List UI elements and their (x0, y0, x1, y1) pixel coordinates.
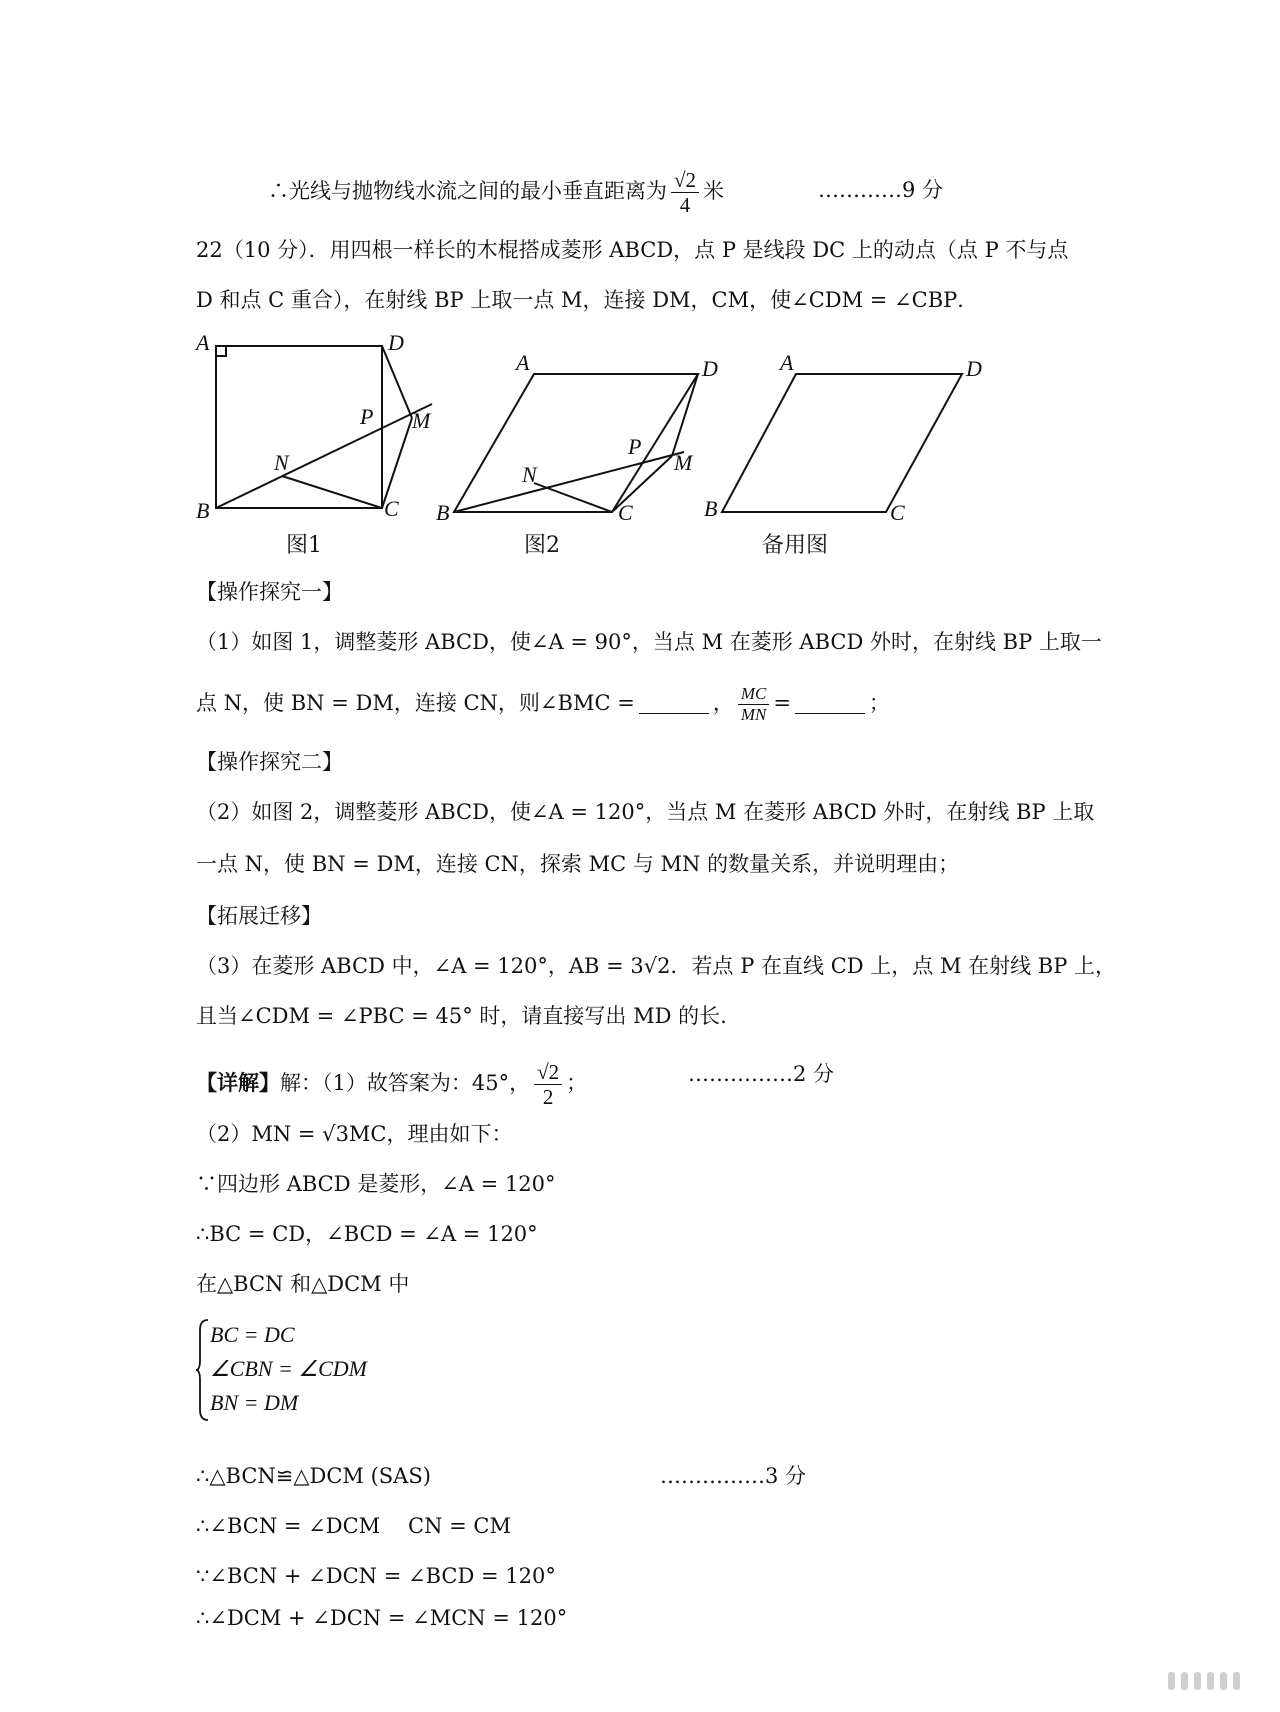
system-eq-2: ∠CBN = ∠CDM (210, 1356, 367, 1381)
equals: = (773, 691, 791, 715)
ray-bp-fig2 (454, 452, 684, 512)
solution-title: 【详解】 (196, 1070, 280, 1095)
solution-line-4: ∴BC = CD，∠BCD = ∠A = 120° (196, 1222, 538, 1246)
section2-title: 【操作探究二】 (196, 750, 343, 774)
indicator-bar (1168, 1672, 1175, 1690)
label-b-fig1: B (196, 498, 210, 523)
semicolon: ； (868, 691, 890, 715)
indicator-bar (1207, 1672, 1214, 1690)
label-b-fig2: B (436, 500, 450, 525)
solution-answer-text: 解：（1）故答案为：45°， (280, 1071, 531, 1095)
rhombus-abcd-fig2 (454, 374, 698, 512)
section2-line-1: （2）如图 2，调整菱形 ABCD，使∠A = 120°，当点 M 在菱形 ABCD 外时，在射线 BP 上取 (196, 800, 1095, 824)
fraction-mc-over-mn (738, 684, 770, 725)
question-line-1: 22（10 分）．用四根一样长的木棍搭成菱形 ABCD，点 P 是线段 DC 上的动点（点 P 不与点 (196, 238, 1069, 262)
fraction-denominator: 2 (542, 1085, 554, 1109)
segment-dm (382, 346, 412, 418)
label-n-fig2: N (522, 462, 537, 487)
score-2: ……………2 分 (688, 1062, 835, 1086)
figure-2 (454, 374, 698, 512)
label-c-fig2: C (618, 500, 633, 525)
fraction-numerator: MC (738, 684, 770, 705)
indicator-bar (1233, 1672, 1240, 1690)
label-c-fig1: C (384, 496, 399, 521)
figure-1 (216, 346, 432, 508)
question-line-2: D 和点 C 重合），在射线 BP 上取一点 M，连接 DM，CM，使∠CDM = ∠CBP． (196, 288, 979, 312)
label-d-fig3: D (966, 356, 982, 381)
label-d-fig2: D (702, 356, 718, 381)
unit-text: 米 (703, 179, 725, 203)
fraction-denominator: MN (740, 705, 767, 724)
separator: ， (712, 691, 734, 715)
page-indicator (1168, 1672, 1240, 1690)
answer-blank-angle (639, 713, 709, 714)
section1-title: 【操作探究一】 (196, 580, 343, 604)
section3-line-1: （3）在菱形 ABCD 中，∠A = 120°，AB = 3√2．若点 P 在直线 CD 上，点 M 在射线 BP 上， (196, 954, 1117, 978)
segment-cm (382, 418, 412, 508)
segment-cn-fig2 (534, 483, 612, 512)
section1-line-1: （1）如图 1，调整菱形 ABCD，使∠A = 90°，当点 M 在菱形 ABCD 外时，在射线 BP 上取一 (196, 630, 1102, 654)
conclusion-line (268, 168, 724, 217)
section1-line-2 (196, 684, 890, 725)
fraction-sqrt2-over-4 (671, 168, 699, 217)
fraction-denominator: 4 (679, 193, 691, 217)
score-3: ……………3 分 (660, 1464, 807, 1488)
square-abcd (216, 346, 382, 508)
solution-line-7a: ∴∠BCN = ∠DCM (196, 1514, 381, 1538)
label-p-fig1: P (360, 404, 374, 429)
caption-fig2: 图2 (524, 533, 560, 558)
solution-line-2: （2）MN = √3MC，理由如下： (196, 1122, 513, 1146)
label-p-fig2: P (628, 434, 642, 459)
segment-dm-fig2 (672, 374, 698, 456)
indicator-bar (1220, 1672, 1227, 1690)
section2-line-2: 一点 N，使 BN = DM，连接 CN，探索 MC 与 MN 的数量关系，并说明理由； (196, 852, 960, 876)
label-m-fig2: M (674, 450, 693, 475)
section1-line-2-text: 点 N，使 BN = DM，连接 CN，则∠BMC = (196, 691, 635, 715)
label-d-fig1: D (388, 330, 404, 355)
label-b-fig3: B (704, 496, 718, 521)
indicator-bar (1181, 1672, 1188, 1690)
rhombus-abcd-spare (722, 374, 962, 512)
system-eq-1: BC = DC (210, 1322, 295, 1347)
solution-line-7b: CN = CM (408, 1514, 511, 1538)
label-a-fig2: A (516, 350, 530, 375)
solution-line-9: ∴∠DCM + ∠DCN = ∠MCN = 120° (196, 1606, 568, 1630)
system-eq-3: BN = DM (210, 1390, 299, 1415)
solution-line-3: ∵四边形 ABCD 是菱形，∠A = 120° (196, 1172, 556, 1196)
section3-line-2: 且当∠CDM = ∠PBC = 45° 时，请直接写出 MD 的长. (196, 1004, 727, 1028)
caption-fig1: 图1 (286, 533, 322, 558)
solution-line-8: ∵∠BCN + ∠DCN = ∠BCD = 120° (196, 1564, 556, 1588)
geometry-figures (0, 320, 1280, 560)
label-n-fig1: N (274, 450, 289, 475)
caption-spare: 备用图 (762, 533, 829, 558)
fraction-numerator: √2 (671, 168, 699, 193)
score-9: …………9 分 (818, 178, 944, 202)
solution-line-1 (196, 1060, 587, 1109)
fraction-numerator: √2 (534, 1060, 562, 1085)
semicolon: ； (566, 1071, 588, 1095)
label-m-fig1: M (412, 408, 431, 433)
solution-line-6: ∴△BCN≌△DCM (SAS) (196, 1464, 431, 1488)
fraction-sqrt2-over-2 (534, 1060, 562, 1109)
section3-title: 【拓展迁移】 (196, 904, 322, 928)
solution-line-5: 在△BCN 和△DCM 中 (196, 1272, 410, 1296)
label-a-fig3: A (780, 350, 794, 375)
label-a-fig1: A (196, 330, 210, 355)
right-angle-marker (216, 346, 226, 356)
conclusion-text: ∴光线与抛物线水流之间的最小垂直距离为 (268, 179, 667, 203)
label-c-fig3: C (890, 500, 905, 525)
indicator-bar (1194, 1672, 1201, 1690)
segment-cn (282, 476, 382, 508)
answer-blank-ratio (795, 713, 865, 714)
figure-3 (722, 374, 962, 512)
left-brace (196, 1318, 210, 1422)
